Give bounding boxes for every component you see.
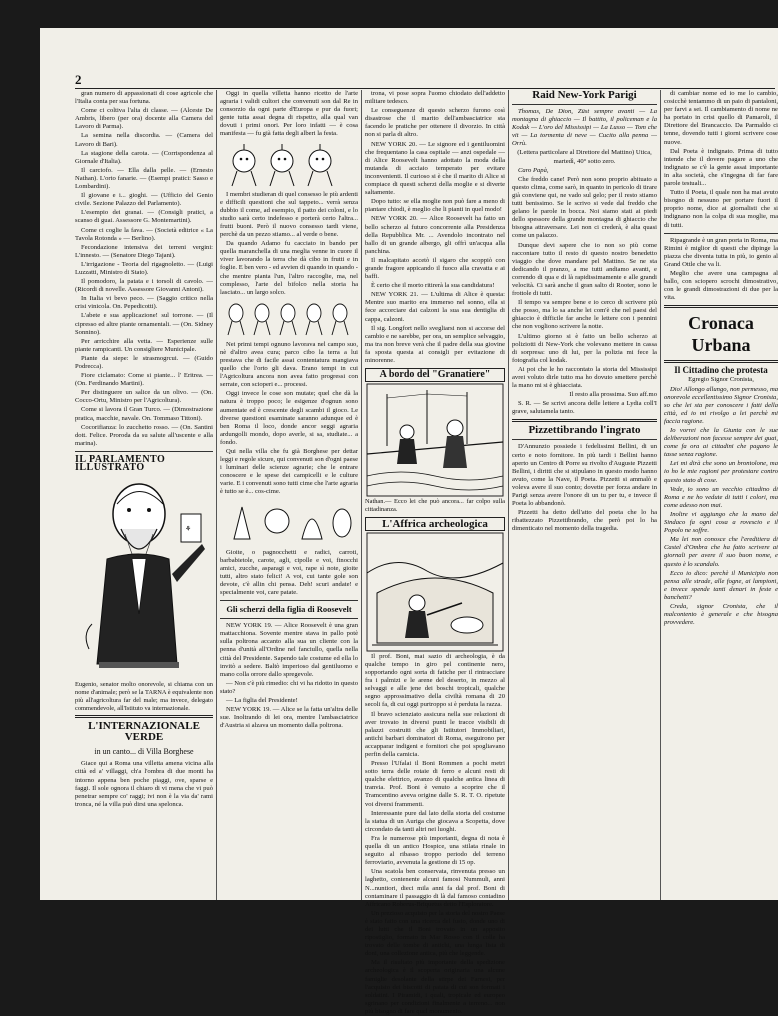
article-paragraph: Il bravo scienziato assicura nella sue relazioni di aver trovato in diversi punti le tracce visibili di palazzi costruiti che gli Istitutori Immobiliari, antichi barbari dominatori di Roma, eseguirono per accapparar indigeni e fornitori che poi spogliavano perfin della camicia.: [365, 710, 505, 758]
article-paragraph: Presso l'Ufalai il Boni Rommen a pochi metri sotto terra delle rotaie di ferro e alcuni resti di qualche elettrico, avanzo di qualche antica linea di tranvia. Prof. Boni è venuto a scoprire che il Tramcentino aveva origine dalle S. R. T. O. ripetute voi diversi frammenti.: [365, 760, 505, 808]
article-paragraph: Un prezioso acquisto per la storia del nostro Paese è stato fatto con una ricerca del fusto, donde uno di dei lutti che il Boni trovato in un apposito ripostiglio, formato in Mar Rosso con il colle ha trovato delle tombe di antichi, una lunga lista di doni, una collezione antica, più che leggende.: [365, 909, 505, 958]
article-paragraph: Dal Poeta è indignato. Prima di tutto intende che il dovere pagare a uno che indignato se c'è la gente assai importante in alta società, che s'ingegna di far fare parole testuali...: [664, 147, 778, 188]
article-paragraph: Tutto il Poeta, il quale non ha mai avuto bisogno di nessuno per portare fuori il proprio nome, dice ai giornalisti che si indignano non la colpa di sua moglie, ma di tutti.: [664, 189, 778, 229]
article-paragraph: Ma il risultato più importante della spedizione archeologica è il scoperta originaria una alcune famiglie desolante della stirpe dei Farnesi, per l'acquisto dei biscotti di patata di cui son formati i soldatini. I Piramidi, i quali, tropicale ed europeo sgrinano per condizioni finalmente a terreno... non più bisogno di fare quel monumento.: [365, 959, 505, 1015]
column-divider: [361, 90, 362, 900]
article-paragraph: — Non c'è più rimedio: chi vi ha ridotto in questo stato?: [220, 679, 358, 695]
page-number: 2: [75, 72, 82, 87]
poem-stanza: Oggi invece le cose son mutate; quel che dà la natura è troppo poco; le esigenze d'ognun sono aumentate ed è crescente degli scambi il gioco. Le diverse questioni esaminate saranno adunque ed è ben Roma il loco, donde ancor seggi agraria ardungolli mondo, dopo averle, si sa, studiate... a fondo.: [220, 390, 358, 446]
column-divider: [216, 90, 217, 900]
header-rule: [75, 88, 775, 89]
poem-stanza: Gioite, o pagnocchetti e radici, carroti, barbabietole, carote, agli, cipolle e voi, finocchi amici, zucche, asparagi e voi, rape sì note, gioite tutti, altro stato felici! A voi, cui tante gole son devote, c'è allin chi pensa. Deh! scuri andate! e specialmente voi, care patate.: [220, 548, 358, 597]
article-paragraph: Lei mi dirà che sono un brontolone, ma io ho le mie ragioni per protestare contro questo stato di cose.: [664, 460, 778, 484]
poem-stanza: Oggi in quella villetta hanno ricetto de l'arte agraria i validi cultori che convenuti son dal Re in consorzio da ogni parte d'Europa e pur da fuori; gente tutta assai degna di rispetto, alla qual van dovuti i primi onori. Per loro infatti — è cosa manifesta — fu già fatta degli alberi la festa.: [220, 90, 358, 138]
column-5: [664, 90, 778, 900]
article-paragraph: Fra le numerose più importanti, degna di nota è quella di un antico Hospice, una stilata rinale in seguito al ribasso troppo periodo del terreno ferroviario, avvenuta la gestione di 15 op.: [365, 834, 505, 867]
list-item: L'abete e sua applicazione! sul torrone. — (Il cipresso ed altre piante ornamentali. — (On. Sidney Sonnino).: [75, 312, 213, 336]
internazionale-verde-title: L'INTERNAZIONALE VERDE: [88, 720, 200, 744]
article-paragraph: È certo che il morto ritirerà la sua candidatura!: [371, 282, 495, 290]
vegetable-parade-illustration: [222, 499, 356, 547]
list-item: Fecondazione intensiva dei terreni vergini: L'innesto. — (Senatore Diego Tajani).: [75, 243, 213, 259]
internazionale-verde-subtitle: in un canto... di Villa Borghese: [94, 747, 194, 757]
section-rule: [512, 439, 657, 440]
column-2: [220, 90, 358, 900]
affrica-box-title: L'Affrica archeologica: [365, 517, 505, 531]
article-paragraph: di cambiar nome ed io me lo cambio, cosicchè tentammo di un paio di pantaloni, per farvi a sei. Il cambiamento di nome ne ha portato in crisi quello di Pamaroli, il Direttore del Brancaccio. Da Parmaldo ci tenne, dovendo tutti i giorni scrivere cose nuove.: [664, 90, 778, 146]
cittadino-subtitle: Il Cittadino che protesta: [674, 365, 768, 376]
article-paragraph: L'ultimo giorno si è fatto un bello scherzo ai poliziotti di New-York che volevano mettere in cassa di sorpresa: uno di lui, per la polizia mi fece la fotografia col kodak.: [512, 332, 657, 364]
section-rule: [664, 360, 778, 363]
letter-salutation: Caro Papà,: [518, 166, 549, 174]
ship-deck-illustration: [367, 384, 503, 496]
list-item: Come ci coglie la fava. — (Società editrice « La Tavola Rotonda » — Berlino).: [75, 226, 213, 242]
article-paragraph: D'Annunzio possiede i fedelissimi Bellini, di un certo e noto fornitore. In più tardi i Bellini hanno aperto un Centro di Porre su rivolto d'Auguste Pizzetti Bellini, i diritti che si stipulano in questo modo hanno avuto, come la Nave, il Poeta. Pizzetti si ammalò e voleva avere il suo conto; dovette per forza andare in Parigi senza avere l'onore di un tu per tu, e invece il Poeta lo abbandonò.: [512, 443, 657, 508]
article-paragraph: Ai poi che le ho raccontato la storia del Mississipi avrei voluto dirle tutto ma ho dovuto smettere perchè la mano mi si è ghiacciata.: [512, 365, 657, 390]
article-paragraph: Vede, io sono un vecchio cittadino di Roma e ne ho vedute di tutti i colori, ma come adesso non mai.: [664, 485, 778, 509]
poem-stanza: Da quando Adamo fu cacciato in bando per quella maranchella di una meglia venne in cuore il viver lavorando la terra che dà cibo in frutti e in foglie. E ben vero - ed avvien di quando in quando - che mentre pianta l'un, l'altro raccoglie, ma, nel complesso, l'arte del bifolco nella storia ha lasciato... un largo solco.: [220, 240, 358, 296]
senator-caption: Eugenio, senator molto onorevole, si chiama con un nome d'animale; però se la TARNA è equivalente non più all'agricoltura far del male; ma invece, delegato commendevole, all'Istituto va internazionale.: [75, 681, 213, 712]
dancing-vegetables-illustration: [222, 299, 356, 339]
archaeology-dig-illustration: [367, 533, 503, 651]
column-4: [512, 90, 657, 900]
article-paragraph: Ma lei non conosce che l'ereditiera di Castel d'Ombra che ha fatto scrivere ai giornali per avere il suo buon nome, e questo è lo scandalo.: [664, 536, 778, 568]
raid-summary: Thomas, De Dion, Züst sempre avanti — La montagna di ghiaccio — Il battito, il policeman e la Kodak — L'oro del Mississipi — La Lusso — Tom che vit — La tormenta di neve — Cucito alla penna — Orrù.: [512, 108, 657, 148]
list-item: Il carciofo. — Ella dalla pelle. — (Ernesto Nathan). L'orto fanarie. — (Esempi pratici: Sasso e Lombardini).: [75, 166, 213, 191]
intro-text: gran numero di appassionati di cose agricole che l'Italia conta per sua fortuna.: [75, 90, 213, 106]
article-paragraph: Il prof. Boni, mai sazio di archeologia, è da qualche tempo in giro pel continente nero, sopportando ogni sorta di fatiche per il rintracciare fra i palmizi e le arene del deserto, in mezzo al selvaggi e alle jene dei boschi tropicali, qualche segno approssimativo della civiltà romana di 20 secoli fa, di cui oggi purtroppo si è perduta la razza.: [365, 652, 505, 709]
list-item: Come ci coltiva l'alta di classe. — (Alceste De Ambris, libero (per ora) docente alla Camera del Lavoro di Parma).: [75, 107, 213, 131]
article-paragraph: Il malcapitato accetò il sigaro che scoppiò con grande fragore appicando il fuoco alla cravatta e ai baffi.: [365, 256, 505, 281]
roosevelt-article-title: Gli scherzi della figlia di Roosevelt: [226, 604, 352, 615]
article-paragraph: NEW YORK 20. — Le signore ed i gentiluomini che frequentano la casa ospitale — anzi ospedale — di Alice Roosevelt hanno adottato la moda della mutanda di acciaio temperato per evitare inconvenienti. Il curioso si è che il marito di Alice si compiace di questi scherzi della moglie e si diverte saltamente.: [365, 140, 505, 197]
section-rule: [512, 419, 657, 422]
article-paragraph: Che freddo cane! Però non sono proprio abituato a questo clima, come sarò, in quanto in pericolo di tirare già conviene qui, ne vado sul gelo; per il resto stiamo tutti benissimo. Se le scrivo si vede dal freddo che gelano le parole in bocca. Noi siamo stati ai piedi dello spessore della grande montagna di ghiaccio che bisogna attraversare. Lei non ci crederà, è alta quasi come un palazzo.: [512, 175, 657, 240]
svg-text:⚘: ⚘: [185, 525, 192, 534]
parlamento-heading: IL PARLAMENTO ILLUSTRATO: [75, 453, 166, 474]
vegetable-figures-illustration: [222, 141, 356, 189]
granatiere-box-title: A bordo del "Granatiere": [365, 368, 505, 382]
list-item: Per arricchire alla vetta. — Esperienze sulle piante rampicanti. Un consigliere Municipale.: [75, 337, 213, 353]
list-item: Per distinguere un salice da un olivo. — (On. Cocco-Ortu, Ministro per l'Agricoltura).: [75, 389, 213, 405]
list-item: Piante da siepe: le strasmogrcui. — (Guido Podrecca).: [75, 354, 213, 370]
article-paragraph: Dopo tutto: se ella moglie non può fare a meno di piantare chiodi, è meglio che li pianti in quel modo!: [365, 198, 505, 214]
poem-text: Giace qui a Roma una villetta amena vicina alla città ed a' villaggi, ch'a l'ombra di due monti ha intorno appena ben poche piaggi, ove, sparse e faggi. Il sole ognora il chiaro di vi mena che vi può penetrar sempre co' raggi; ivi non è la via da' rami tronca, né la villa può dirsi una spelonca.: [75, 760, 213, 808]
article-paragraph: Pizzetti ha detto dell'atto del poeta che lo ha ribattezzato Pizzettibrando, che però poi lo ha dimenticato nel momento della tragedia.: [512, 509, 657, 533]
letter-salutation: Egregio Signor Cronista,: [688, 376, 754, 384]
cronaca-urbana-title: Cronaca Urbana: [688, 313, 754, 356]
list-item: Il pomodoro, la patata e i torsoli di cavolo. — (Ricordi di novelle. Assessore Giovanni Antoni).: [75, 278, 213, 294]
article-paragraph: Interessante pure dal lato della storia del costume la statua di un Auriga che giocava a Scopetta, dove circondato da tanti altri nei luoghi.: [365, 809, 505, 833]
article-paragraph: Inoltre vi aggiungo che la mano del Sindaco fa ogni cosa a rovescio e il Popolo ne soffre.: [664, 510, 778, 535]
column-1: [75, 90, 213, 900]
article-paragraph: NEW YORK 19. — Alice Roosevelt è una gran mattacchiona. Sovente mentre stava in pallo potè sulla poltrona accanto alla sua un cliente con la penna d'unità all'Ordine nel fanciullo, quella nella città del Presidente. Sapendo tale costume ed ella lo invitò a sedere. Baltò imperioso dal gentiluomo e mano colla orrore dallo spregevole.: [220, 622, 358, 678]
list-item: Cocorifianza: lo zucchetto rosso. — (On. Santini dott. Felice. Proroda da su salute all'uscente e alla marina).: [75, 423, 213, 447]
agriculture-list: [75, 107, 213, 448]
article-paragraph: Il tempo va sempre bene e io cerco di scrivere più che posso, ma lo sa anche lei com'è che nel paesi del ghiaccio è difficile far anche le lettere con i pennini che non vogliono scrivere la notte.: [512, 299, 657, 331]
section-rule: [664, 233, 778, 234]
senator-caricature-illustration: [77, 474, 211, 679]
article-paragraph: Ripagrande è un gran porta in Roma, ma Rimini è miglior di questi che dipinge la piazza che diventa tutta in più, io genio al Grand Ottle che va li.: [664, 236, 778, 268]
section-rule: [75, 715, 213, 718]
postscript: S. R. — Se scrivi ancora delle lettere a Lydia coll'I grave, salutamela tanto.: [512, 400, 657, 416]
section-rule: [512, 104, 657, 105]
article-paragraph: Dunque devi sapere che io non so più come raccontare tutto il resto di questo nostro benedetto viaggio che dove mandare pel Mattino. Se ne sta dedicando il pranzo, a me tutti andiamo avanti, e correndo di qua e di là rapidissimamente e alle grandi velocità. Ci sarà anche il gran salto di Rooter, sono le frottole di tutti.: [512, 241, 657, 298]
article-paragraph: Le conseguenze di questo scherzo furono così disastrose che il marito dell'ambasciatrice sta facendo le pratiche per ottenere il divorzio. In città non si parla di altro.: [365, 107, 505, 139]
article-paragraph: Ecco io dico: perchè il Municipio non pensa alle strade, alle fogne, ai lampioni, e invece spende tanti denari in feste e banchetti?: [664, 569, 778, 601]
list-item: In Italia vi bevo peco. — (Saggio critico nella crisi vinicola. On. Pepedicotti).: [75, 295, 213, 311]
column-3: [365, 90, 505, 1015]
poem-stanza: Nei primi tempi ognuno lavorava nel campo suo, nè d'altro avea cura; parco cibo la terra a lui prestava che di facile assai contentatura mangiava quello che l'orto gli dava. Erano tempi in cui l'Agricoltura ancora non avea fatto progressi con serrate, con scioperi e... processi.: [220, 340, 358, 389]
list-item: La stagione della carota. — (Corrispondenza al Giornale d'Italia).: [75, 149, 213, 165]
section-rule: [220, 600, 358, 601]
list-item: L'esempio dei granai. — (Consigli pratici, a scanso di guai. Assessore G. Montemartini).: [75, 209, 213, 225]
section-rule: [220, 618, 358, 619]
list-item: Il giovane e i... gioghi. — (Ufficio del Genio civile. Sezione Palazzo del Parlamento).: [75, 192, 213, 208]
raid-dateline: (Lettera particolare al Direttore del Mattino) Utica, martedì, 40° sotto zero.: [517, 149, 652, 165]
article-paragraph: — La figlia del Presidente!: [226, 696, 298, 704]
poem-stanza: I membri studieran di quel consesso le più ardenti e difficili questioni che sul tappeto... verrà senza dubbio il come, ad esempio, il patto dei coloni, e lo studio sarà certo indefesso e porterà certo l'altra... frutti buoni. Però il nuovo consesso tardi viene, perchè da un pezzo stiamo... al verde o bene.: [220, 190, 358, 239]
letter-closing: Il resto alla prossima. Suo aff.mo: [569, 391, 657, 399]
section-rule: [75, 451, 213, 452]
pizzettibrando-title: Pizzettibrando l'ingrato: [528, 424, 641, 437]
article-paragraph: Una scatola ben conservata, rinvenuta presso un laghetto, contenente alcuni famosi Nummuli, anni N...nuntiori, dieci mila anni fa dal prof. Boni di contaminare il passaggio di là dal famoso contadino Affricano Roberus-Briquetus detto l'Esploratore.: [365, 868, 505, 908]
column-divider: [508, 90, 509, 900]
newspaper-page: [40, 28, 778, 1015]
list-item: L'irrigazione - Teoria del rigagnoletto. — (Luigi Luzzatti, Ministro di Stato).: [75, 260, 213, 276]
article-paragraph: trona, vi pose sopra l'uomo chiodato dell'addetto militare tedesco.: [365, 90, 505, 106]
list-item: La semina nella discordia. — (Camera del Lavoro di Bari).: [75, 132, 213, 148]
poem-stanza: Qui nella villa che fu già Borghese per dettar leggi e regole sicure, qui convenuti son d'ogni paese i luminari delle scienze agrarie; che le entrare conoscere e le spese dei campicelli e le culture varie. E i convenuti sono tutti cime che l'arte agraria è tutto se è... cos-cime.: [220, 448, 358, 496]
article-paragraph: Io vorrei che la Giunta con le sue deliberazioni non facesse sempre dei guai, come fa ora ai cittadini che pagano le tasse senza ragione.: [664, 427, 778, 459]
article-paragraph: Meglio che avere una campagna al ballo, con sciopero scrochi dimostrativo, con le grandi dimostrazioni di due per la vita.: [664, 269, 778, 302]
article-paragraph: Creda, signor Cronista, che il malcontento è generale e che bisogna provvedere.: [664, 602, 778, 627]
article-paragraph: NEW YORK 21. — L'ultima di Alice è questa: Mentre suo marito era immerso nel sonno, ella si fece accorciare dai calzoni la sua sua dentiglia di cappa, calzoni.: [365, 291, 505, 323]
raid-article-title: Raid New-York Parigi: [532, 89, 637, 101]
article-paragraph: Dio! Allongo allungo, non permesso, ma onorevole eccellentissimo Signor Cronista, so che lei sta per conoscere i fatti della città, ed io mi rivolgo a lei perchè mi faccia ragione.: [664, 385, 778, 425]
article-paragraph: NEW YORK 19. — Alice se la fatta un'altra delle sue. Inoltrando di lei ora, mentre l'ambasciatrice d'Austria si alzava un momento dalla poltrona.: [220, 706, 358, 730]
article-paragraph: NEW YORK 20. — Alice Roosevelt ha fatto un bello scherzo al futuro concorrente alla Presidenza della Repubblica Mr. ... Avendolo incontrato nel ballo di un grande albergo, gli offrì un'acqua alla panchina.: [365, 215, 505, 255]
list-item: Fiore ciclamato: Come si piante... l' Eritrea. — (On. Ferdinando Martini).: [75, 372, 213, 388]
granatiere-caption: Nathan.— Ecco lei che può ancora... far colpo sulla cittadinanza.: [365, 498, 505, 513]
column-divider: [660, 90, 661, 900]
article-paragraph: Il sig. Longfort nello svegliarsi non si accorse del cambio e ne sarebbe, per ora, un semplice selvaggio, ma tra non breve verà che il padre della sua giovine fa sposta questa ai consigli per evitazione di minorenne.: [365, 324, 505, 364]
section-rule: [664, 305, 778, 308]
list-item: Come si lavora il Gran Turco. — (Dimostrazione pratica, macchie, navale. On. Tommaso Tittoni).: [75, 406, 213, 422]
